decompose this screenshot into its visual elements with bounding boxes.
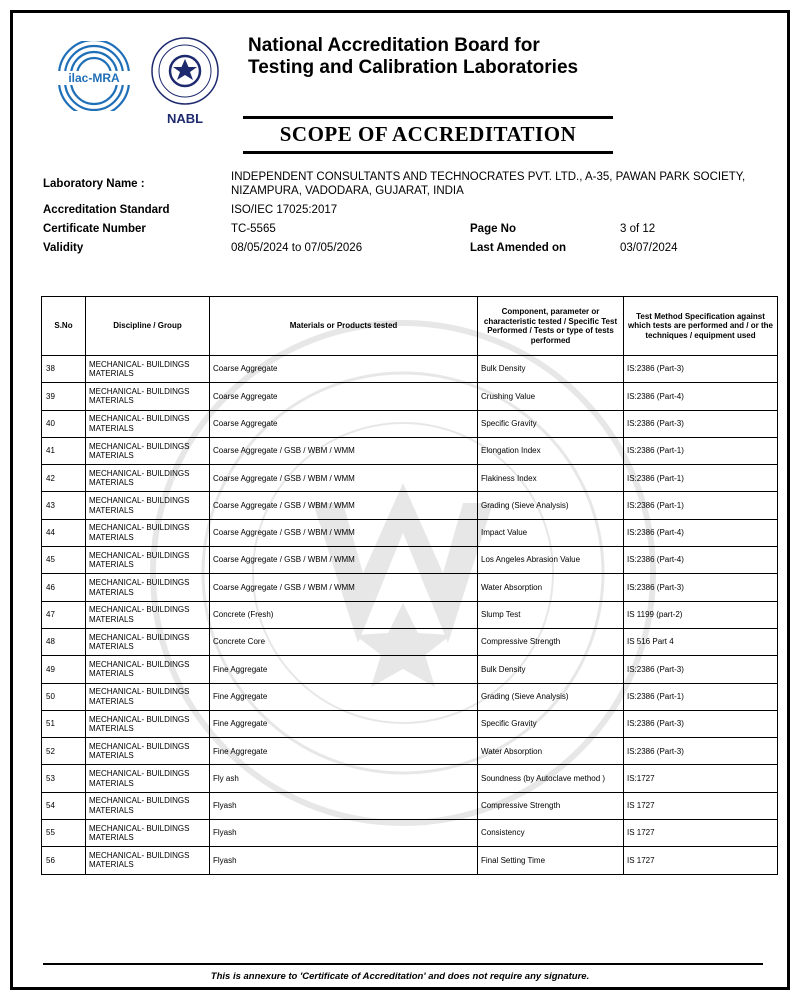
cell-sno: 54 bbox=[42, 792, 86, 819]
table-row bbox=[42, 437, 778, 464]
cell-material: Coarse Aggregate / GSB / WBM / WMM bbox=[210, 574, 478, 601]
table-row bbox=[42, 683, 778, 710]
cell-material: Concrete Core bbox=[210, 628, 478, 655]
cell-sno: 45 bbox=[42, 547, 86, 574]
cell-discipline: MECHANICAL- BUILDINGS MATERIALS bbox=[86, 820, 210, 847]
cell-material: Coarse Aggregate / GSB / WBM / WMM bbox=[210, 547, 478, 574]
org-title bbox=[248, 35, 768, 79]
table-row bbox=[42, 410, 778, 437]
table-row bbox=[42, 519, 778, 546]
cell-sno: 40 bbox=[42, 410, 86, 437]
cell-material: Fine Aggregate bbox=[210, 656, 478, 683]
cell-method: IS:2386 (Part-1) bbox=[624, 683, 778, 710]
cell-method: IS:2386 (Part-3) bbox=[624, 574, 778, 601]
logo-group bbox=[49, 35, 229, 130]
cell-material: Flyash bbox=[210, 847, 478, 874]
cell-test: Bulk Density bbox=[478, 356, 624, 383]
cell-test: Water Absorption bbox=[478, 574, 624, 601]
cert-number-value: TC-5565 bbox=[231, 223, 276, 235]
cell-discipline: MECHANICAL- BUILDINGS MATERIALS bbox=[86, 383, 210, 410]
cell-method: IS:2386 (Part-1) bbox=[624, 492, 778, 519]
cell-method: IS:2386 (Part-3) bbox=[624, 738, 778, 765]
cell-discipline: MECHANICAL- BUILDINGS MATERIALS bbox=[86, 710, 210, 737]
cell-test: Impact Value bbox=[478, 519, 624, 546]
org-title-line1: National Accreditation Board for bbox=[248, 35, 540, 56]
table-row bbox=[42, 792, 778, 819]
cell-sno: 50 bbox=[42, 683, 86, 710]
cell-discipline: MECHANICAL- BUILDINGS MATERIALS bbox=[86, 738, 210, 765]
cell-material: Flyash bbox=[210, 792, 478, 819]
cell-test: Bulk Density bbox=[478, 656, 624, 683]
footer-divider bbox=[43, 963, 763, 965]
cell-method: IS:2386 (Part-3) bbox=[624, 356, 778, 383]
cell-method: IS:2386 (Part-1) bbox=[624, 437, 778, 464]
cell-test: Compressive Strength bbox=[478, 792, 624, 819]
cell-method: IS 1727 bbox=[624, 792, 778, 819]
scope-title: SCOPE OF ACCREDITATION bbox=[243, 116, 613, 154]
cell-discipline: MECHANICAL- BUILDINGS MATERIALS bbox=[86, 601, 210, 628]
cell-discipline: MECHANICAL- BUILDINGS MATERIALS bbox=[86, 519, 210, 546]
cell-sno: 55 bbox=[42, 820, 86, 847]
cell-discipline: MECHANICAL- BUILDINGS MATERIALS bbox=[86, 628, 210, 655]
cell-discipline: MECHANICAL- BUILDINGS MATERIALS bbox=[86, 765, 210, 792]
validity-label: Validity bbox=[43, 242, 84, 254]
cell-sno: 49 bbox=[42, 656, 86, 683]
cell-sno: 52 bbox=[42, 738, 86, 765]
cell-method: IS 1199 (part-2) bbox=[624, 601, 778, 628]
cell-material: Fine Aggregate bbox=[210, 683, 478, 710]
header-discipline: Discipline / Group bbox=[86, 297, 210, 356]
cell-material: Fly ash bbox=[210, 765, 478, 792]
footer-note: This is annexure to 'Certificate of Accreditation' and does not require any signature. bbox=[210, 971, 590, 982]
table-row bbox=[42, 601, 778, 628]
table-row bbox=[42, 383, 778, 410]
certificate-page bbox=[10, 10, 790, 990]
cell-material: Coarse Aggregate / GSB / WBM / WMM bbox=[210, 492, 478, 519]
lab-name-label: Laboratory Name : bbox=[43, 178, 145, 190]
cell-discipline: MECHANICAL- BUILDINGS MATERIALS bbox=[86, 792, 210, 819]
cell-discipline: MECHANICAL- BUILDINGS MATERIALS bbox=[86, 656, 210, 683]
page-no-value: 3 of 12 bbox=[620, 223, 656, 235]
table-row bbox=[42, 820, 778, 847]
header-sno: S.No bbox=[42, 297, 86, 356]
cell-method: IS:2386 (Part-4) bbox=[624, 547, 778, 574]
cell-discipline: MECHANICAL- BUILDINGS MATERIALS bbox=[86, 574, 210, 601]
cell-discipline: MECHANICAL- BUILDINGS MATERIALS bbox=[86, 356, 210, 383]
cell-test: Soundness (by Autoclave method ) bbox=[478, 765, 624, 792]
cell-test: Flakiness Index bbox=[478, 465, 624, 492]
standard-label: Accreditation Standard bbox=[43, 204, 170, 216]
cell-sno: 39 bbox=[42, 383, 86, 410]
table-row bbox=[42, 847, 778, 874]
ilac-mra-logo bbox=[49, 41, 139, 111]
cert-number-label: Certificate Number bbox=[43, 223, 146, 235]
cell-test: Water Absorption bbox=[478, 738, 624, 765]
cell-method: IS:2386 (Part-3) bbox=[624, 710, 778, 737]
cell-material: Fine Aggregate bbox=[210, 738, 478, 765]
cell-method: IS:2386 (Part-1) bbox=[624, 465, 778, 492]
cell-sno: 51 bbox=[42, 710, 86, 737]
table-row bbox=[42, 710, 778, 737]
cell-sno: 42 bbox=[42, 465, 86, 492]
org-title-line2: Testing and Calibration Laboratories bbox=[248, 57, 579, 78]
cell-method: IS 516 Part 4 bbox=[624, 628, 778, 655]
cell-test: Grading (Sieve Analysis) bbox=[478, 492, 624, 519]
cell-material: Coarse Aggregate bbox=[210, 356, 478, 383]
cell-discipline: MECHANICAL- BUILDINGS MATERIALS bbox=[86, 492, 210, 519]
scope-table bbox=[41, 296, 778, 875]
cell-sno: 47 bbox=[42, 601, 86, 628]
cell-sno: 41 bbox=[42, 437, 86, 464]
cell-method: IS:2386 (Part-3) bbox=[624, 410, 778, 437]
header-materials: Materials or Products tested bbox=[210, 297, 478, 356]
table-header-row bbox=[42, 297, 778, 356]
table-row bbox=[42, 574, 778, 601]
cell-material: Flyash bbox=[210, 820, 478, 847]
table-row bbox=[42, 465, 778, 492]
cell-test: Crushing Value bbox=[478, 383, 624, 410]
cell-test: Slump Test bbox=[478, 601, 624, 628]
table-row bbox=[42, 738, 778, 765]
table-row bbox=[42, 547, 778, 574]
cell-discipline: MECHANICAL- BUILDINGS MATERIALS bbox=[86, 683, 210, 710]
cell-sno: 56 bbox=[42, 847, 86, 874]
cell-test: Grading (Sieve Analysis) bbox=[478, 683, 624, 710]
cell-material: Concrete (Fresh) bbox=[210, 601, 478, 628]
cell-material: Coarse Aggregate bbox=[210, 410, 478, 437]
cell-test: Final Setting Time bbox=[478, 847, 624, 874]
svg-text:ilac-MRA: ilac-MRA bbox=[68, 71, 120, 85]
table-row bbox=[42, 356, 778, 383]
header-test-method: Test Method Specification against which tests are performed and / or the techniques / equipment used bbox=[624, 297, 778, 356]
cell-discipline: MECHANICAL- BUILDINGS MATERIALS bbox=[86, 437, 210, 464]
validity-value: 08/05/2024 to 07/05/2026 bbox=[231, 242, 363, 254]
last-amended-value: 03/07/2024 bbox=[620, 242, 678, 254]
cell-material: Fine Aggregate bbox=[210, 710, 478, 737]
lab-name-line2: NIZAMPURA, VADODARA, GUJARAT, INDIA bbox=[231, 185, 464, 197]
cell-test: Los Angeles Abrasion Value bbox=[478, 547, 624, 574]
cell-method: IS 1727 bbox=[624, 820, 778, 847]
cell-material: Coarse Aggregate / GSB / WBM / WMM bbox=[210, 519, 478, 546]
cell-discipline: MECHANICAL- BUILDINGS MATERIALS bbox=[86, 410, 210, 437]
cell-method: IS:2386 (Part-4) bbox=[624, 383, 778, 410]
cell-test: Specific Gravity bbox=[478, 410, 624, 437]
nabl-logo bbox=[149, 35, 221, 130]
cell-sno: 43 bbox=[42, 492, 86, 519]
cell-test: Consistency bbox=[478, 820, 624, 847]
cell-method: IS 1727 bbox=[624, 847, 778, 874]
standard-value: ISO/IEC 17025:2017 bbox=[231, 204, 338, 216]
cell-material: Coarse Aggregate / GSB / WBM / WMM bbox=[210, 465, 478, 492]
cell-discipline: MECHANICAL- BUILDINGS MATERIALS bbox=[86, 465, 210, 492]
cell-test: Compressive Strength bbox=[478, 628, 624, 655]
cell-test: Specific Gravity bbox=[478, 710, 624, 737]
last-amended-label: Last Amended on bbox=[470, 242, 567, 254]
cell-method: IS:2386 (Part-4) bbox=[624, 519, 778, 546]
cell-sno: 44 bbox=[42, 519, 86, 546]
cell-material: Coarse Aggregate bbox=[210, 383, 478, 410]
cell-method: IS:1727 bbox=[624, 765, 778, 792]
cell-method: IS:2386 (Part-3) bbox=[624, 656, 778, 683]
header-component: Component, parameter or characteristic tested / Specific Test Performed / Tests or type of tests performed bbox=[478, 297, 624, 356]
cell-sno: 48 bbox=[42, 628, 86, 655]
table-body bbox=[42, 356, 778, 875]
cell-discipline: MECHANICAL- BUILDINGS MATERIALS bbox=[86, 847, 210, 874]
cell-material: Coarse Aggregate / GSB / WBM / WMM bbox=[210, 437, 478, 464]
svg-text:NABL: NABL bbox=[166, 111, 204, 126]
table-row bbox=[42, 656, 778, 683]
lab-name-line1: INDEPENDENT CONSULTANTS AND TECHNOCRATES PVT. LTD., A-35, PAWAN PARK SOCIETY, bbox=[231, 171, 746, 183]
table-row bbox=[42, 492, 778, 519]
table-row bbox=[42, 765, 778, 792]
cell-sno: 38 bbox=[42, 356, 86, 383]
cell-sno: 53 bbox=[42, 765, 86, 792]
cell-sno: 46 bbox=[42, 574, 86, 601]
table-row bbox=[42, 628, 778, 655]
cell-discipline: MECHANICAL- BUILDINGS MATERIALS bbox=[86, 547, 210, 574]
page-no-label: Page No bbox=[470, 223, 517, 235]
cell-test: Elongation Index bbox=[478, 437, 624, 464]
